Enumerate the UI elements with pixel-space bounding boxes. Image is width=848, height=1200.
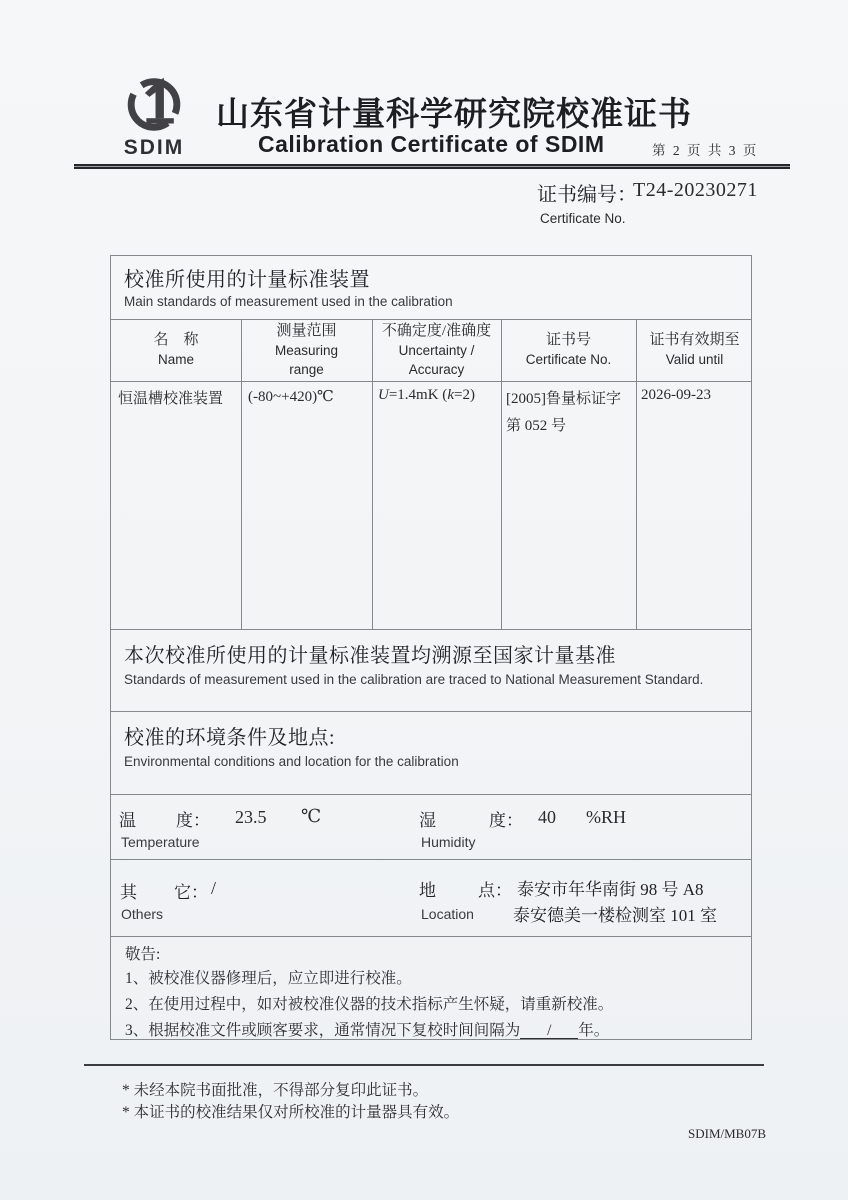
uncertainty-mid: =1.4mK ( — [388, 387, 448, 403]
table-header-range — [241, 319, 372, 381]
header-certno-en: Certificate No. — [525, 352, 612, 367]
header-uncertainty-zh: 不确定度/准确度 — [381, 322, 492, 339]
header-uncertainty-en1: Uncertainty / — [398, 342, 475, 358]
header-name-zh: 名 称 — [153, 332, 199, 348]
certificate-number-caption: Certificate No. — [540, 211, 626, 226]
others-label-2: 它： — [174, 883, 208, 902]
location-label-2: 点： — [478, 881, 512, 900]
certificate-number-value: T24-20230271 — [633, 179, 758, 201]
header-uncertainty-en2: Accuracy — [408, 361, 465, 377]
table-cell-name: 恒温槽校准装置 — [118, 391, 224, 407]
location-line2: 泰安德美一楼检测室 101 室 — [513, 906, 717, 925]
environment-title-en: Environmental conditions and location for the calibration — [124, 754, 459, 769]
table-header-valid — [636, 319, 753, 381]
location-caption: Location — [421, 906, 474, 922]
footer-divider — [84, 1064, 764, 1066]
reinspection-interval-gap: / — [520, 1023, 578, 1039]
notes-title: 敬告: — [125, 946, 161, 963]
sdim-logo-icon — [106, 74, 202, 138]
standards-title-en: Main standards of measurement used in the calibration — [124, 294, 453, 309]
location-line1: 泰安市年华南街 98 号 A8 — [517, 880, 704, 899]
uncertainty-symbol-u: U — [378, 387, 389, 403]
header-valid-en: Valid until — [665, 352, 724, 367]
uncertainty-symbol-k: k — [447, 387, 454, 403]
humidity-label-1: 湿 — [419, 811, 436, 830]
note-item-3-prefix: 3、根据校准文件或顾客要求，通常情况下复校时间间隔为 — [125, 1022, 521, 1039]
header-range-zh: 测量范围 — [276, 322, 337, 339]
temperature-label-1: 温 — [119, 811, 136, 830]
location-label-1: 地 — [419, 881, 436, 900]
humidity-unit: %RH — [586, 807, 626, 827]
footer-note-2: * 本证书的校准结果仅对所校准的计量器具有效。 — [122, 1104, 460, 1121]
others-row-bottom-line — [111, 936, 751, 937]
certificate-number-label: 证书编号： — [537, 184, 637, 206]
environment-title-zh: 校准的环境条件及地点: — [124, 727, 336, 749]
humidity-label-2: 度： — [489, 811, 523, 830]
table-cell-cert-line1: [2005]鲁量标证字 — [506, 391, 621, 407]
table-header-uncertainty — [372, 319, 501, 381]
others-caption: Others — [121, 906, 164, 922]
standards-title-zh: 校准所使用的计量标准装置 — [124, 269, 370, 291]
table-cell-uncertainty — [378, 387, 475, 404]
table-header-certno — [501, 319, 636, 381]
footer-note-1: * 未经本院书面批准，不得部分复印此证书。 — [122, 1082, 429, 1099]
traceability-statement-zh: 本次校准所使用的计量标准装置均溯源至国家计量基准 — [124, 645, 616, 667]
temperature-caption: Temperature — [121, 834, 200, 850]
header-range-en2: range — [289, 361, 324, 377]
temperature-row-bottom-line — [111, 859, 751, 860]
page-number: 第 2 页 共 3 页 — [652, 143, 759, 158]
others-value: / — [211, 878, 217, 898]
table-cell-valid: 2026-09-23 — [641, 387, 711, 403]
certificate-title-en: Calibration Certificate of SDIM — [258, 131, 605, 157]
temperature-value: 23.5 — [235, 807, 267, 827]
traceability-statement-en: Standards of measurement used in the calibration are traced to National Measurement Standard. — [124, 672, 704, 687]
note-item-3 — [125, 1018, 609, 1040]
traceability-bottom-line — [111, 711, 751, 712]
table-bottom-line — [111, 629, 751, 630]
uncertainty-end: =2) — [453, 387, 475, 403]
header-range-en1: Measuring — [274, 342, 339, 358]
note-item-1: 1、被校准仪器修理后，应立即进行校准。 — [125, 970, 412, 987]
environment-title-bottom-line — [111, 794, 751, 795]
temperature-label-2: 度： — [176, 811, 210, 830]
header-rule — [74, 164, 790, 169]
header-name-en: Name — [157, 352, 194, 367]
temperature-unit: ℃ — [301, 806, 322, 826]
others-label-1: 其 — [120, 883, 137, 902]
humidity-value: 40 — [538, 807, 556, 827]
table-header-bottom-line — [111, 381, 751, 382]
table-cell-range: (-80~+420)℃ — [248, 389, 334, 405]
header-valid-zh: 证书有效期至 — [649, 332, 740, 348]
table-header-name — [111, 319, 241, 381]
table-cell-cert-line2: 第 052 号 — [506, 418, 567, 434]
certificate-title-zh: 山东省计量科学研究院校准证书 — [216, 97, 692, 133]
form-code: SDIM/MB07B — [688, 1126, 767, 1141]
note-item-2: 2、在使用过程中，如对被校准仪器的技术指标产生怀疑，请重新校准。 — [125, 996, 614, 1013]
header-certno-zh: 证书号 — [545, 332, 591, 348]
humidity-caption: Humidity — [421, 834, 476, 850]
logo-wordmark: SDIM — [123, 136, 185, 159]
certificate-body-box — [110, 255, 752, 1040]
note-item-3-suffix: 年。 — [578, 1022, 610, 1039]
